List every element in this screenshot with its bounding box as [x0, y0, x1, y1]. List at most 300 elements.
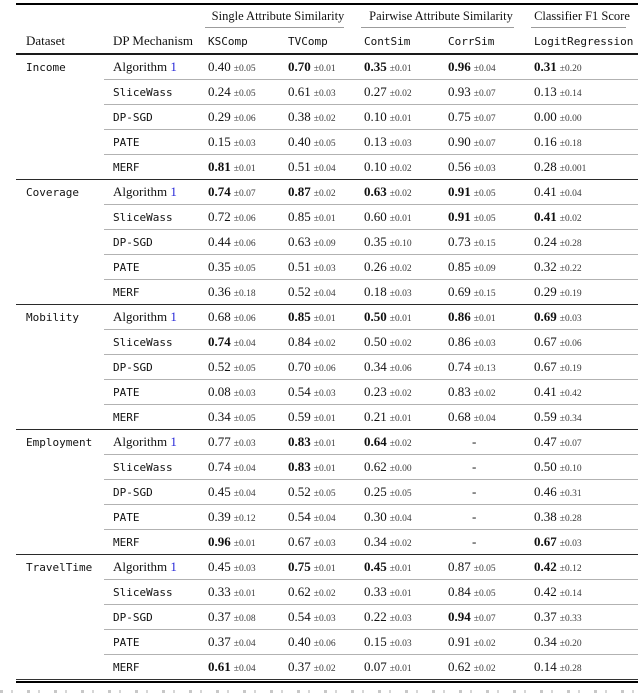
- metric-value: 0.37: [208, 634, 231, 649]
- dataset-label: TravelTime: [26, 560, 93, 574]
- metric-stddev: ±0.03: [233, 389, 256, 399]
- metric-stddev: ±0.01: [389, 114, 412, 124]
- metric-value: 0.91: [448, 634, 471, 649]
- mechanism-label: MERF: [113, 535, 140, 549]
- metric-stddev: ±0.15: [473, 289, 496, 299]
- metric-value: 0.83: [448, 384, 471, 399]
- metric-value-cell: [200, 558, 280, 576]
- metric-value-cell: [526, 458, 638, 476]
- table-body: [16, 55, 638, 679]
- metric-stddev: ±0.03: [473, 339, 496, 349]
- metric-stddev: ±0.03: [233, 564, 256, 574]
- metric-value: 0.85: [288, 209, 311, 224]
- metric-value: 0.32: [534, 259, 557, 274]
- metric-value: 0.61: [288, 84, 311, 99]
- metric-value-cell: [440, 233, 526, 251]
- metric-value-cell: [280, 583, 356, 601]
- metric-value: 0.91: [448, 209, 471, 224]
- metric-stddev: ±0.07: [473, 114, 496, 124]
- metric-value-cell: [200, 83, 280, 101]
- table-row: [16, 255, 638, 279]
- metric-value: 0.39: [208, 509, 231, 524]
- metric-value-cell: [356, 483, 440, 501]
- metric-stddev: ±0.15: [473, 239, 496, 249]
- algorithm-ref-link[interactable]: 1: [170, 59, 177, 74]
- metric-value: 0.86: [448, 309, 471, 324]
- metric-value-cell: [200, 258, 280, 276]
- table-row: [16, 655, 638, 679]
- metric-stddev: ±0.04: [233, 464, 256, 474]
- metric-value-cell: [356, 283, 440, 301]
- metric-stddev: ±0.02: [389, 164, 412, 174]
- metric-value: 0.70: [288, 359, 311, 374]
- metric-value: 0.21: [364, 409, 387, 424]
- metric-stddev: ±0.14: [559, 89, 582, 99]
- metric-value-cell: [280, 358, 356, 376]
- metric-value-cell: [280, 158, 356, 176]
- metric-value: 0.54: [288, 509, 311, 524]
- metric-value: 0.33: [208, 584, 231, 599]
- metric-stddev: ±0.04: [233, 639, 256, 649]
- metric-stddev: ±0.06: [389, 364, 412, 374]
- metric-value: 0.68: [208, 309, 231, 324]
- metric-value: 0.83: [288, 434, 311, 449]
- metric-stddev: ±0.03: [559, 539, 582, 549]
- mechanism-label: SliceWass: [113, 210, 173, 224]
- metric-value-cell: [526, 308, 638, 326]
- metric-value-cell: [440, 158, 526, 176]
- metric-value: 0.63: [288, 234, 311, 249]
- table-row: [16, 155, 638, 179]
- header-contsim: ContSim: [364, 34, 411, 48]
- metric-value: 0.27: [364, 84, 387, 99]
- metric-stddev: ±0.10: [559, 464, 582, 474]
- metric-value-cell: [526, 508, 638, 526]
- metric-value-cell: [440, 358, 526, 376]
- metric-value: 0.44: [208, 234, 231, 249]
- metric-value-cell: [440, 308, 526, 326]
- metric-value-cell: [200, 108, 280, 126]
- metric-value-cell: [356, 258, 440, 276]
- metric-value-cell: [440, 133, 526, 151]
- metric-stddev: ±0.05: [233, 64, 256, 74]
- metric-value-cell: [526, 208, 638, 226]
- metric-value: 0.62: [364, 459, 387, 474]
- metric-stddev: ±0.03: [389, 289, 412, 299]
- metric-value-cell: [356, 658, 440, 676]
- metric-stddev: ±0.02: [473, 639, 496, 649]
- metric-stddev: ±0.04: [233, 489, 256, 499]
- metric-stddev: ±0.03: [233, 139, 256, 149]
- metric-stddev: ±0.05: [473, 189, 496, 199]
- metric-value: 0.69: [448, 284, 471, 299]
- metric-stddev: ±0.19: [559, 364, 582, 374]
- metric-stddev: ±0.42: [559, 389, 582, 399]
- metric-value-cell: [280, 508, 356, 526]
- metric-value-cell: [440, 633, 526, 651]
- metric-stddev: ±0.04: [389, 514, 412, 524]
- metric-value: 0.37: [534, 609, 557, 624]
- group-label: Single Attribute Similarity: [211, 8, 345, 23]
- metric-value: 0.35: [364, 59, 387, 74]
- metric-value-cell: [280, 608, 356, 626]
- metric-value: 0.52: [288, 284, 311, 299]
- metric-value-cell: [356, 58, 440, 76]
- metric-value: 0.24: [534, 234, 557, 249]
- metric-value-cell: [280, 133, 356, 151]
- metric-value: 0.16: [534, 134, 557, 149]
- metric-value: 0.90: [448, 134, 471, 149]
- metric-stddev: ±0.03: [313, 614, 336, 624]
- algorithm-ref-link[interactable]: 1: [170, 559, 177, 574]
- table-row: [16, 330, 638, 354]
- metric-value: 0.46: [534, 484, 557, 499]
- metric-value: 0.34: [364, 359, 387, 374]
- metric-value: 0.52: [288, 484, 311, 499]
- table-row: [16, 180, 638, 204]
- metric-value-cell: [356, 133, 440, 151]
- results-table: [16, 0, 638, 683]
- metric-value-cell: [440, 108, 526, 126]
- metric-value: 0.84: [448, 584, 471, 599]
- metric-value: 0.70: [288, 59, 311, 74]
- metric-value-cell: [440, 558, 526, 576]
- mechanism-label: Algorithm 1: [113, 309, 177, 324]
- metric-value: 0.45: [208, 484, 231, 499]
- mechanism-label: PATE: [113, 135, 140, 149]
- table-row: [16, 205, 638, 229]
- table-row: [16, 355, 638, 379]
- metric-value: 0.67: [288, 534, 311, 549]
- metric-stddev: ±0.02: [313, 589, 336, 599]
- metric-stddev: ±0.01: [233, 164, 256, 174]
- metric-value-cell: [280, 233, 356, 251]
- metric-stddev: ±0.03: [233, 439, 256, 449]
- metric-value-cell: [526, 333, 638, 351]
- table-row: [16, 530, 638, 554]
- table-row: [16, 80, 638, 104]
- mechanism-label: Algorithm 1: [113, 434, 177, 449]
- metric-stddev: ±0.02: [473, 389, 496, 399]
- metric-stddev: ±0.05: [313, 139, 336, 149]
- metric-stddev: ±0.18: [233, 289, 256, 299]
- table-row: [16, 580, 638, 604]
- mechanism-label: DP-SGD: [113, 110, 153, 124]
- metric-stddev: ±0.01: [473, 314, 496, 324]
- metric-value: 0.74: [208, 184, 231, 199]
- metric-value: 0.67: [534, 534, 557, 549]
- metric-stddev: ±0.01: [389, 414, 412, 424]
- table-row: [16, 505, 638, 529]
- mechanism-label: SliceWass: [113, 85, 173, 99]
- mechanism-label: Algorithm 1: [113, 184, 177, 199]
- metric-value-cell: [356, 358, 440, 376]
- metric-value-cell: -: [472, 534, 477, 549]
- metric-stddev: ±0.31: [559, 489, 582, 499]
- metric-value: 0.30: [364, 509, 387, 524]
- metric-value-cell: [526, 533, 638, 551]
- metric-value: 0.24: [208, 84, 231, 99]
- metric-stddev: ±0.01: [389, 314, 412, 324]
- metric-stddev: ±0.04: [559, 189, 582, 199]
- metric-stddev: ±0.07: [473, 89, 496, 99]
- metric-value: 0.83: [288, 459, 311, 474]
- metric-stddev: ±0.02: [313, 339, 336, 349]
- header-kscomp: KSComp: [208, 34, 248, 48]
- metric-value: 0.94: [448, 609, 471, 624]
- metric-value: 0.51: [288, 259, 311, 274]
- metric-stddev: ±0.01: [313, 464, 336, 474]
- mechanism-label: DP-SGD: [113, 485, 153, 499]
- metric-value-cell: [200, 533, 280, 551]
- metric-value-cell: [526, 483, 638, 501]
- metric-stddev: ±0.10: [389, 239, 412, 249]
- metric-value: 0.40: [208, 59, 231, 74]
- metric-value-cell: [200, 458, 280, 476]
- table-bottom-rule-thick: [16, 681, 638, 683]
- metric-value-cell: [280, 483, 356, 501]
- metric-value: 0.47: [534, 434, 557, 449]
- metric-stddev: ±0.03: [389, 139, 412, 149]
- metric-value-cell: [200, 158, 280, 176]
- header-logitregression: LogitRegression: [534, 34, 634, 48]
- metric-value-cell: [356, 633, 440, 651]
- metric-value: 0.84: [288, 334, 311, 349]
- table-row: [16, 55, 638, 79]
- metric-value-cell: [440, 333, 526, 351]
- metric-value: 0.13: [534, 84, 557, 99]
- mechanism-label: DP-SGD: [113, 360, 153, 374]
- metric-value-cell: [440, 383, 526, 401]
- metric-stddev: ±0.05: [313, 489, 336, 499]
- metric-value-cell: [440, 83, 526, 101]
- metric-stddev: ±0.01: [313, 214, 336, 224]
- mechanism-label: MERF: [113, 285, 140, 299]
- metric-value-cell: [526, 358, 638, 376]
- metric-stddev: ±0.13: [473, 364, 496, 374]
- metric-value: 0.41: [534, 209, 557, 224]
- metric-value: 0.29: [208, 109, 231, 124]
- metric-stddev: ±0.05: [473, 214, 496, 224]
- metric-stddev: ±0.05: [233, 414, 256, 424]
- metric-value: 0.07: [364, 659, 387, 674]
- metric-stddev: ±0.02: [389, 539, 412, 549]
- metric-stddev: ±0.06: [233, 214, 256, 224]
- metric-stddev: ±0.04: [313, 289, 336, 299]
- metric-value-cell: [280, 533, 356, 551]
- metric-stddev: ±0.28: [559, 664, 582, 674]
- metric-value-cell: [440, 408, 526, 426]
- metric-value-cell: [356, 433, 440, 451]
- metric-stddev: ±0.02: [389, 339, 412, 349]
- metric-value: 0.72: [208, 209, 231, 224]
- metric-value: 0.87: [448, 559, 471, 574]
- metric-stddev: ±0.06: [233, 114, 256, 124]
- metric-value: 0.91: [448, 184, 471, 199]
- metric-stddev: ±0.07: [473, 614, 496, 624]
- metric-value: 0.74: [448, 359, 471, 374]
- metric-stddev: ±0.03: [313, 264, 336, 274]
- metric-value-cell: [440, 658, 526, 676]
- metric-value-cell: -: [472, 459, 477, 474]
- metric-value-cell: [526, 158, 638, 176]
- metric-value: 0.85: [448, 259, 471, 274]
- metric-value-cell: [356, 158, 440, 176]
- metric-stddev: ±0.20: [559, 64, 582, 74]
- mechanism-label: Algorithm 1: [113, 559, 177, 574]
- metric-value: 0.45: [208, 559, 231, 574]
- metric-stddev: ±0.07: [473, 139, 496, 149]
- metric-value-cell: [200, 308, 280, 326]
- metric-value-cell: [280, 458, 356, 476]
- algorithm-ref-link[interactable]: 1: [170, 434, 177, 449]
- metric-value: 0.67: [534, 359, 557, 374]
- metric-stddev: ±0.01: [389, 589, 412, 599]
- algorithm-ref-link[interactable]: 1: [170, 309, 177, 324]
- metric-value: 0.41: [534, 184, 557, 199]
- metric-value-cell: [526, 608, 638, 626]
- metric-stddev: ±0.01: [233, 589, 256, 599]
- table-row: [16, 230, 638, 254]
- metric-value-cell: [356, 533, 440, 551]
- metric-value-cell: [440, 208, 526, 226]
- metric-stddev: ±0.04: [233, 664, 256, 674]
- metric-stddev: ±0.04: [313, 164, 336, 174]
- metric-value-cell: [356, 458, 440, 476]
- metric-value: 0.87: [288, 184, 311, 199]
- metric-value-cell: [200, 208, 280, 226]
- metric-value-cell: [526, 233, 638, 251]
- metric-stddev: ±0.09: [473, 264, 496, 274]
- header-dp-mechanism: DP Mechanism: [113, 33, 194, 48]
- metric-stddev: ±0.01: [389, 664, 412, 674]
- metric-value: 0.75: [448, 109, 471, 124]
- metric-stddev: ±0.01: [313, 414, 336, 424]
- metric-value-cell: [356, 183, 440, 201]
- metric-value: 0.52: [208, 359, 231, 374]
- metric-value-cell: [356, 508, 440, 526]
- metric-value-cell: [356, 208, 440, 226]
- metric-value-cell: [280, 208, 356, 226]
- table-row: [16, 105, 638, 129]
- dataset-label: Income: [26, 60, 66, 74]
- metric-value: 0.22: [364, 609, 387, 624]
- dataset-label: Employment: [26, 435, 93, 449]
- metric-value-cell: [526, 633, 638, 651]
- metric-value-cell: [526, 433, 638, 451]
- metric-stddev: ±0.05: [233, 364, 256, 374]
- metric-stddev: ±0.04: [313, 514, 336, 524]
- metric-value: 0.96: [448, 59, 471, 74]
- metric-value: 0.81: [208, 159, 231, 174]
- metric-value-cell: [200, 283, 280, 301]
- metric-stddev: ±0.12: [559, 564, 582, 574]
- metric-stddev: ±0.05: [473, 564, 496, 574]
- metric-value-cell: [280, 633, 356, 651]
- metric-stddev: ±0.03: [313, 389, 336, 399]
- table-bottom-rule-thin: [16, 679, 638, 680]
- metric-value-cell: [356, 383, 440, 401]
- metric-value: 0.41: [534, 384, 557, 399]
- metric-value-cell: [440, 608, 526, 626]
- metric-value-cell: [280, 283, 356, 301]
- metric-value-cell: [280, 333, 356, 351]
- column-header-row: [16, 29, 638, 53]
- metric-stddev: ±0.02: [473, 664, 496, 674]
- metric-value: 0.23: [364, 384, 387, 399]
- metric-value: 0.34: [534, 634, 557, 649]
- metric-value-cell: [356, 108, 440, 126]
- header-corrsim: CorrSim: [448, 34, 495, 48]
- mechanism-label: SliceWass: [113, 585, 173, 599]
- metric-value: 0.74: [208, 334, 231, 349]
- metric-value: 0.36: [208, 284, 231, 299]
- metric-value: 0.93: [448, 84, 471, 99]
- table-row: [16, 605, 638, 629]
- metric-stddev: ±0.05: [473, 589, 496, 599]
- metric-stddev: ±0.06: [559, 339, 582, 349]
- metric-value: 0.59: [288, 409, 311, 424]
- metric-value-cell: [200, 58, 280, 76]
- metric-value: 0.73: [448, 234, 471, 249]
- column-group-header-row: [16, 5, 638, 29]
- metric-value-cell: [356, 83, 440, 101]
- metric-value: 0.35: [208, 259, 231, 274]
- metric-stddev: ±0.01: [389, 564, 412, 574]
- metric-value: 0.85: [288, 309, 311, 324]
- metric-value-cell: [440, 183, 526, 201]
- metric-value-cell: [356, 583, 440, 601]
- metric-value-cell: [200, 658, 280, 676]
- metric-stddev: ±0.07: [559, 439, 582, 449]
- metric-stddev: ±0.03: [473, 164, 496, 174]
- metric-value-cell: [356, 308, 440, 326]
- metric-stddev: ±0.01: [389, 64, 412, 74]
- mechanism-label: MERF: [113, 660, 140, 674]
- table-row: [16, 305, 638, 329]
- metric-value-cell: [200, 508, 280, 526]
- group-label: Classifier F1 Score: [534, 8, 630, 23]
- metric-value: 0.42: [534, 559, 557, 574]
- metric-value-cell: -: [472, 434, 477, 449]
- table-row: [16, 430, 638, 454]
- metric-value: 0.40: [288, 634, 311, 649]
- metric-stddev: ±0.02: [313, 114, 336, 124]
- metric-value: 0.77: [208, 434, 231, 449]
- metric-value: 0.28: [534, 159, 557, 174]
- mechanism-label: DP-SGD: [113, 610, 153, 624]
- metric-stddev: ±0.20: [559, 639, 582, 649]
- metric-stddev: ±0.02: [389, 89, 412, 99]
- metric-value-cell: [280, 558, 356, 576]
- metric-value-cell: [200, 608, 280, 626]
- metric-value: 0.68: [448, 409, 471, 424]
- metric-value-cell: [280, 58, 356, 76]
- metric-value: 0.69: [534, 309, 557, 324]
- metric-stddev: ±0.03: [313, 539, 336, 549]
- metric-value: 0.10: [364, 109, 387, 124]
- mechanism-label: SliceWass: [113, 460, 173, 474]
- metric-value: 0.13: [364, 134, 387, 149]
- group-label: Pairwise Attribute Similarity: [369, 8, 513, 23]
- metric-value-cell: [526, 258, 638, 276]
- metric-value: 0.26: [364, 259, 387, 274]
- metric-value: 0.37: [208, 609, 231, 624]
- metric-value: 0.56: [448, 159, 471, 174]
- metric-value: 0.08: [208, 384, 231, 399]
- algorithm-ref-link[interactable]: 1: [170, 184, 177, 199]
- header-dataset: Dataset: [26, 33, 65, 48]
